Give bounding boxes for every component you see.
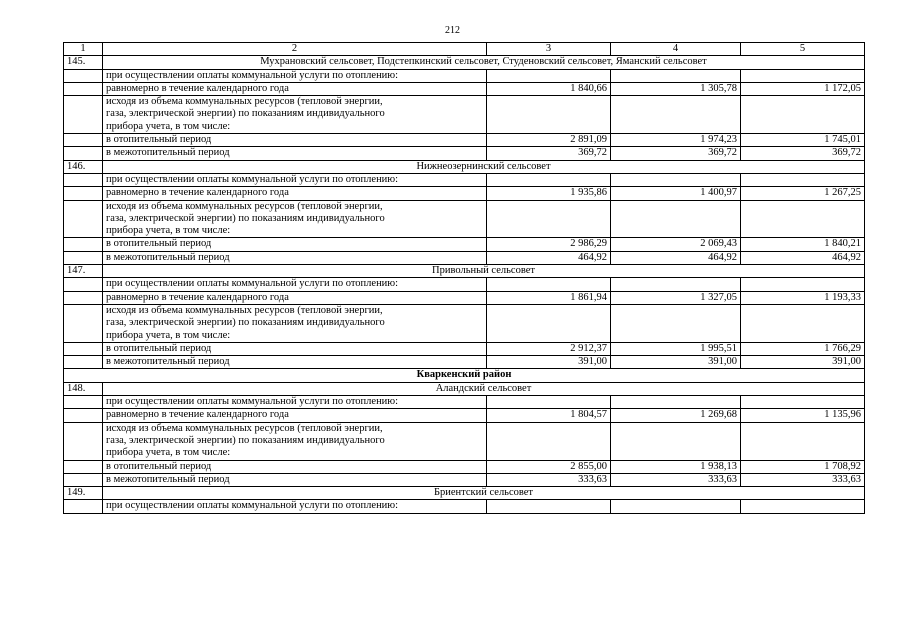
table-row	[64, 251, 865, 264]
table-row	[64, 460, 865, 473]
section-title: Нижнеозернинский сельсовет	[103, 160, 865, 173]
row-label	[103, 422, 487, 460]
value-cell: 1 935,86	[487, 187, 611, 200]
table-row	[64, 200, 865, 238]
row-label: в межотопительный период	[103, 356, 487, 369]
row-label: в межотопительный период	[103, 251, 487, 264]
table-row	[64, 500, 865, 513]
label-line: прибора учета, в том числе:	[106, 329, 231, 341]
row-label: в межотопительный период	[103, 473, 487, 486]
row-number: 149.	[64, 487, 103, 500]
table-row	[64, 342, 865, 355]
value-cell: 2 069,43	[611, 238, 741, 251]
row-label: равномерно в течение календарного года	[103, 82, 487, 95]
table-row	[64, 473, 865, 486]
section-row	[64, 160, 865, 173]
value-cell: 1 995,51	[611, 342, 741, 355]
row-label: в отопительный период	[103, 460, 487, 473]
table-row	[64, 187, 865, 200]
value-cell: 2 855,00	[487, 460, 611, 473]
section-title: Привольный сельсовет	[103, 265, 865, 278]
label-line: газа, электрической энергии) по показаниям индивидуального	[106, 212, 385, 224]
row-label: в отопительный период	[103, 238, 487, 251]
row-label: при осуществлении оплаты коммунальной услуги по отоплению:	[103, 396, 487, 409]
value-cell: 1 974,23	[611, 134, 741, 147]
row-label: при осуществлении оплаты коммунальной услуги по отоплению:	[103, 278, 487, 291]
row-number: 148.	[64, 382, 103, 395]
table-row	[64, 96, 865, 134]
value-cell: 1 766,29	[741, 342, 865, 355]
section-title: Аландский сельсовет	[103, 382, 865, 395]
value-cell: 391,00	[487, 356, 611, 369]
value-cell: 1 172,05	[741, 82, 865, 95]
row-label: в межотопительный период	[103, 147, 487, 160]
column-header: 5	[741, 43, 865, 56]
table-row	[64, 356, 865, 369]
value-cell: 369,72	[741, 147, 865, 160]
section-row	[64, 56, 865, 69]
row-number: 146.	[64, 160, 103, 173]
value-cell: 2 986,29	[487, 238, 611, 251]
value-cell: 369,72	[487, 147, 611, 160]
value-cell: 1 269,68	[611, 409, 741, 422]
value-cell: 1 708,92	[741, 460, 865, 473]
section-row	[64, 487, 865, 500]
tariff-table	[63, 42, 865, 514]
region-title: Кваркенский район	[64, 369, 865, 382]
label-line: исходя из объема коммунальных ресурсов (тепловой энергии,	[106, 200, 383, 212]
value-cell: 464,92	[487, 251, 611, 264]
label-line: прибора учета, в том числе:	[106, 120, 231, 132]
value-cell: 1 267,25	[741, 187, 865, 200]
row-label: при осуществлении оплаты коммунальной услуги по отоплению:	[103, 500, 487, 513]
table-row	[64, 173, 865, 186]
value-cell: 1 305,78	[611, 82, 741, 95]
table-row	[64, 409, 865, 422]
region-row	[64, 369, 865, 382]
value-cell: 464,92	[611, 251, 741, 264]
value-cell: 1 938,13	[611, 460, 741, 473]
column-header: 2	[103, 43, 487, 56]
column-header: 3	[487, 43, 611, 56]
table-row	[64, 82, 865, 95]
value-cell: 464,92	[741, 251, 865, 264]
value-cell: 2 891,09	[487, 134, 611, 147]
row-label: при осуществлении оплаты коммунальной услуги по отоплению:	[103, 173, 487, 186]
value-cell: 1 804,57	[487, 409, 611, 422]
row-label	[103, 96, 487, 134]
label-line: исходя из объема коммунальных ресурсов (тепловой энергии,	[106, 96, 383, 108]
value-cell: 2 912,37	[487, 342, 611, 355]
label-line: исходя из объема коммунальных ресурсов (тепловой энергии,	[106, 304, 383, 316]
row-label: в отопительный период	[103, 342, 487, 355]
section-row	[64, 382, 865, 395]
value-cell: 1 861,94	[487, 291, 611, 304]
table-row	[64, 147, 865, 160]
table-header-row	[64, 43, 865, 56]
value-cell: 333,63	[487, 473, 611, 486]
table-row	[64, 134, 865, 147]
row-label: при осуществлении оплаты коммунальной услуги по отоплению:	[103, 69, 487, 82]
value-cell: 369,72	[611, 147, 741, 160]
row-label: равномерно в течение календарного года	[103, 187, 487, 200]
table-row	[64, 422, 865, 460]
page-number: 212	[445, 25, 460, 36]
row-label: равномерно в течение календарного года	[103, 291, 487, 304]
row-label	[103, 304, 487, 342]
row-number: 145.	[64, 56, 103, 69]
section-title: Бриентский сельсовет	[103, 487, 865, 500]
label-line: газа, электрической энергии) по показаниям индивидуального	[106, 317, 385, 329]
value-cell: 1 400,97	[611, 187, 741, 200]
section-title: Мухрановский сельсовет, Подстепкинский сельсовет, Студеновский сельсовет, Яманский сельсовет	[103, 56, 865, 69]
table-row	[64, 278, 865, 291]
section-row	[64, 265, 865, 278]
value-cell: 391,00	[741, 356, 865, 369]
value-cell: 333,63	[741, 473, 865, 486]
row-number: 147.	[64, 265, 103, 278]
row-label	[103, 200, 487, 238]
value-cell: 1 327,05	[611, 291, 741, 304]
table-row	[64, 396, 865, 409]
label-line: газа, электрической энергии) по показаниям индивидуального	[106, 108, 385, 120]
value-cell: 333,63	[611, 473, 741, 486]
label-line: исходя из объема коммунальных ресурсов (тепловой энергии,	[106, 422, 383, 434]
label-line: газа, электрической энергии) по показаниям индивидуального	[106, 434, 385, 446]
value-cell: 1 745,01	[741, 134, 865, 147]
value-cell: 391,00	[611, 356, 741, 369]
table-row	[64, 291, 865, 304]
label-line: прибора учета, в том числе:	[106, 225, 231, 237]
table-row	[64, 304, 865, 342]
column-header: 4	[611, 43, 741, 56]
row-label: равномерно в течение календарного года	[103, 409, 487, 422]
value-cell: 1 840,66	[487, 82, 611, 95]
value-cell: 1 840,21	[741, 238, 865, 251]
table-row	[64, 238, 865, 251]
column-header: 1	[64, 43, 103, 56]
label-line: прибора учета, в том числе:	[106, 447, 231, 459]
table-row	[64, 69, 865, 82]
row-label: в отопительный период	[103, 134, 487, 147]
value-cell: 1 135,96	[741, 409, 865, 422]
value-cell: 1 193,33	[741, 291, 865, 304]
